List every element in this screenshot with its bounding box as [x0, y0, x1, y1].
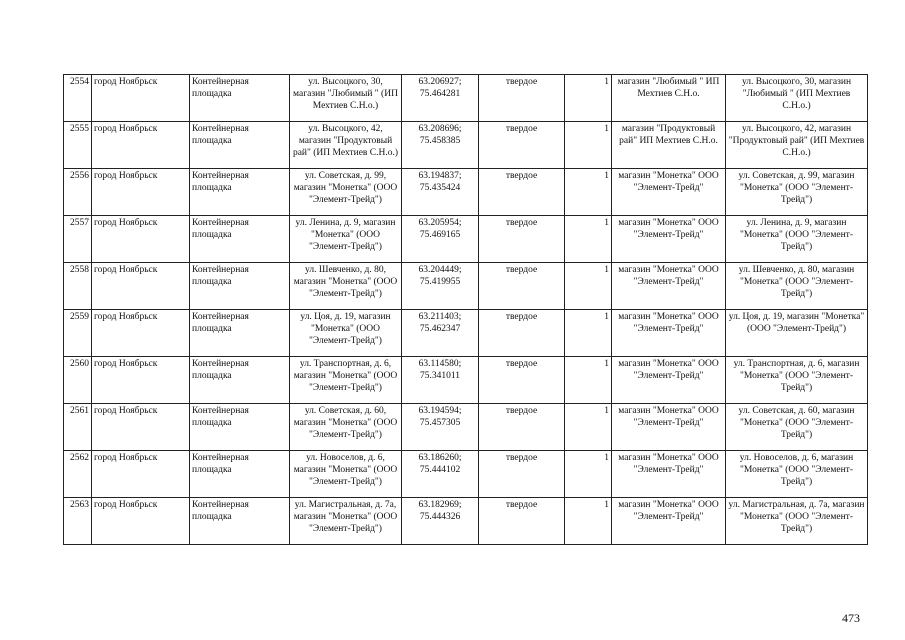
table-row — [64, 357, 868, 404]
container-count-cell: 1 — [565, 263, 612, 310]
site-type-cell: Контейнерная площадка — [190, 122, 290, 169]
surface-cell: твердое — [479, 451, 565, 498]
owner-cell: магазин "Монетка" ООО "Элемент-Трейд" — [612, 310, 726, 357]
surface-cell: твердое — [479, 75, 565, 122]
address-cell: ул. Ленина, д. 9, магазин "Монетка" (ООО "Элемент-Трейд") — [290, 216, 402, 263]
coordinates-cell: 63.186260; 75.444102 — [402, 451, 479, 498]
address-cell: ул. Советская, д. 99, магазин "Монетка" (ООО "Элемент-Трейд") — [290, 169, 402, 216]
table-row — [64, 263, 868, 310]
table-body — [64, 75, 868, 545]
city-cell: город Ноябрьск — [92, 310, 190, 357]
waste-source-cell: ул. Высоцкого, 42, магазин "Продуктовый рай" (ИП Мехтиев С.Н.о.) — [726, 122, 868, 169]
row-number: 2554 — [64, 75, 92, 122]
row-number: 2555 — [64, 122, 92, 169]
waste-source-cell: ул. Транспортная, д. 6, магазин "Монетка" (ООО "Элемент-Трейд") — [726, 357, 868, 404]
site-type-cell: Контейнерная площадка — [190, 451, 290, 498]
row-number: 2560 — [64, 357, 92, 404]
row-number: 2558 — [64, 263, 92, 310]
coordinates-cell: 63.211403; 75.462347 — [402, 310, 479, 357]
coordinates-cell: 63.204449; 75.419955 — [402, 263, 479, 310]
address-cell: ул. Шевченко, д. 80, магазин "Монетка" (ООО "Элемент-Трейд") — [290, 263, 402, 310]
surface-cell: твердое — [479, 310, 565, 357]
container-count-cell: 1 — [565, 404, 612, 451]
city-cell: город Ноябрьск — [92, 216, 190, 263]
table-row — [64, 216, 868, 263]
site-type-cell: Контейнерная площадка — [190, 310, 290, 357]
container-count-cell: 1 — [565, 498, 612, 545]
container-count-cell: 1 — [565, 122, 612, 169]
owner-cell: магазин "Монетка" ООО "Элемент-Трейд" — [612, 451, 726, 498]
city-cell: город Ноябрьск — [92, 357, 190, 404]
owner-cell: магазин "Монетка" ООО "Элемент-Трейд" — [612, 169, 726, 216]
waste-source-cell: ул. Высоцкого, 30, магазин "Любимый " (ИП Мехтиев С.Н.о.) — [726, 75, 868, 122]
owner-cell: магазин "Монетка" ООО "Элемент-Трейд" — [612, 498, 726, 545]
address-cell: ул. Высоцкого, 30, магазин "Любимый " (ИП Мехтиев С.Н.о.) — [290, 75, 402, 122]
coordinates-cell: 63.208696; 75.458385 — [402, 122, 479, 169]
container-count-cell: 1 — [565, 357, 612, 404]
coordinates-cell: 63.194837; 75.435424 — [402, 169, 479, 216]
container-sites-table — [63, 74, 868, 545]
city-cell: город Ноябрьск — [92, 498, 190, 545]
waste-source-cell: ул. Шевченко, д. 80, магазин "Монетка" (ООО "Элемент-Трейд") — [726, 263, 868, 310]
city-cell: город Ноябрьск — [92, 404, 190, 451]
table-row — [64, 169, 868, 216]
site-type-cell: Контейнерная площадка — [190, 169, 290, 216]
site-type-cell: Контейнерная площадка — [190, 75, 290, 122]
surface-cell: твердое — [479, 216, 565, 263]
owner-cell: магазин "Монетка" ООО "Элемент-Трейд" — [612, 216, 726, 263]
surface-cell: твердое — [479, 404, 565, 451]
table-row — [64, 451, 868, 498]
address-cell: ул. Советская, д. 60, магазин "Монетка" (ООО "Элемент-Трейд") — [290, 404, 402, 451]
waste-source-cell: ул. Советская, д. 60, магазин "Монетка" (ООО "Элемент-Трейд") — [726, 404, 868, 451]
owner-cell: магазин "Продуктовый рай" ИП Мехтиев С.Н.о. — [612, 122, 726, 169]
site-type-cell: Контейнерная площадка — [190, 263, 290, 310]
owner-cell: магазин "Любимый " ИП Мехтиев С.Н.о. — [612, 75, 726, 122]
owner-cell: магазин "Монетка" ООО "Элемент-Трейд" — [612, 263, 726, 310]
container-count-cell: 1 — [565, 451, 612, 498]
row-number: 2563 — [64, 498, 92, 545]
container-count-cell: 1 — [565, 169, 612, 216]
surface-cell: твердое — [479, 498, 565, 545]
site-type-cell: Контейнерная площадка — [190, 216, 290, 263]
container-count-cell: 1 — [565, 216, 612, 263]
city-cell: город Ноябрьск — [92, 263, 190, 310]
owner-cell: магазин "Монетка" ООО "Элемент-Трейд" — [612, 357, 726, 404]
address-cell: ул. Новоселов, д. 6, магазин "Монетка" (ООО "Элемент-Трейд") — [290, 451, 402, 498]
row-number: 2559 — [64, 310, 92, 357]
city-cell: город Ноябрьск — [92, 169, 190, 216]
row-number: 2562 — [64, 451, 92, 498]
coordinates-cell: 63.206927; 75.464281 — [402, 75, 479, 122]
container-count-cell: 1 — [565, 75, 612, 122]
row-number: 2556 — [64, 169, 92, 216]
site-type-cell: Контейнерная площадка — [190, 404, 290, 451]
row-number: 2561 — [64, 404, 92, 451]
city-cell: город Ноябрьск — [92, 122, 190, 169]
address-cell: ул. Цоя, д. 19, магазин "Монетка" (ООО "Элемент-Трейд") — [290, 310, 402, 357]
address-cell: ул. Магистральная, д. 7а, магазин "Монетка" (ООО "Элемент-Трейд") — [290, 498, 402, 545]
table-row — [64, 75, 868, 122]
waste-source-cell: ул. Новоселов, д. 6, магазин "Монетка" (ООО "Элемент-Трейд") — [726, 451, 868, 498]
coordinates-cell: 63.205954; 75.469165 — [402, 216, 479, 263]
waste-source-cell: ул. Ленина, д. 9, магазин "Монетка" (ООО "Элемент-Трейд") — [726, 216, 868, 263]
address-cell: ул. Высоцкого, 42, магазин "Продуктовый рай" (ИП Мехтиев С.Н.о.) — [290, 122, 402, 169]
waste-source-cell: ул. Цоя, д. 19, магазин "Монетка" (ООО "Элемент-Трейд") — [726, 310, 868, 357]
table-row — [64, 498, 868, 545]
coordinates-cell: 63.182969; 75.444326 — [402, 498, 479, 545]
row-number: 2557 — [64, 216, 92, 263]
surface-cell: твердое — [479, 169, 565, 216]
container-count-cell: 1 — [565, 310, 612, 357]
coordinates-cell: 63.114580; 75.341011 — [402, 357, 479, 404]
coordinates-cell: 63.194594; 75.457305 — [402, 404, 479, 451]
city-cell: город Ноябрьск — [92, 75, 190, 122]
address-cell: ул. Транспортная, д. 6, магазин "Монетка" (ООО "Элемент-Трейд") — [290, 357, 402, 404]
table-row — [64, 404, 868, 451]
surface-cell: твердое — [479, 357, 565, 404]
waste-source-cell: ул. Магистральная, д. 7а, магазин "Монетка" (ООО "Элемент-Трейд") — [726, 498, 868, 545]
owner-cell: магазин "Монетка" ООО "Элемент-Трейд" — [612, 404, 726, 451]
site-type-cell: Контейнерная площадка — [190, 498, 290, 545]
surface-cell: твердое — [479, 122, 565, 169]
surface-cell: твердое — [479, 263, 565, 310]
waste-source-cell: ул. Советская, д. 99, магазин "Монетка" (ООО "Элемент-Трейд") — [726, 169, 868, 216]
table-row — [64, 310, 868, 357]
table-row — [64, 122, 868, 169]
city-cell: город Ноябрьск — [92, 451, 190, 498]
site-type-cell: Контейнерная площадка — [190, 357, 290, 404]
page-number: 473 — [842, 611, 860, 625]
